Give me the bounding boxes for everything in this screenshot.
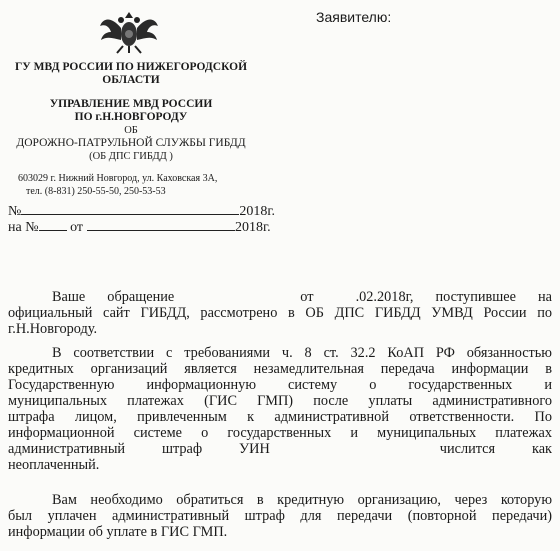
paragraph-line: г.Н.Новгороду. [8,321,98,337]
paragraph-line: информационной системе о государственных и муниципальных платежах [8,425,552,441]
phone-line: тел. (8-831) 250-55-50, 250-53-53 [26,186,166,197]
number-sign: № [8,204,22,219]
dept-name-line3: ОБ [124,125,138,136]
paragraph-line: был уплачен административный штраф для передачи (повторной передачи) [8,508,552,524]
paragraph-legal-basis [8,345,552,473]
paragraph-line: Вам необходимо обратиться в кредитную организацию, через которую [52,492,552,508]
paragraph-line: муниципальных платежах (ГИС ГМП) после уплаты административного [8,393,552,409]
ref-date-blank [87,218,235,231]
number-blank [21,202,239,215]
paragraph-line: информации об уплате в ГИС ГМП. [8,524,228,540]
ref-year: 2018г. [235,220,271,235]
dept-name-line1: УПРАВЛЕНИЕ МВД РОССИИ [49,98,213,110]
dept-name-line4: ДОРОЖНО-ПАТРУЛЬНОЙ СЛУЖБЫ ГИБДД [16,137,246,149]
reference-number-line [8,218,271,236]
ref-prefix: на № [8,220,39,235]
paragraph-line: В соответствии с требованиями ч. 8 ст. 32.2 КоАП РФ обязанностью [52,345,552,361]
paragraph-line: штрафа лицом, привлеченным к административной ответственности. По [8,409,552,425]
paragraph-line: кредитных организаций является незамедлительная передача информации в [8,361,552,377]
paragraph-appeal [8,289,552,337]
paragraph-line: официальный сайт ГИБДД, рассмотрено в ОБ ДПС ГИБДД УМВД России по [8,305,552,321]
ref-from: от [70,220,84,235]
paragraph-line: неоплаченный. [8,457,100,473]
org-name-line2: ОБЛАСТИ [102,74,160,86]
recipient-label: Заявителю: [316,9,392,25]
address-line: 603029 г. Нижний Новгород, ул. Каховская 3А, [18,173,218,184]
paragraph-instruction [8,492,552,540]
dept-name-line2: ПО г.Н.НОВГОРОДУ [74,111,188,123]
number-year: 2018г. [239,204,276,219]
paragraph-line: Государственную информационную систему о государственных и [8,377,552,393]
dept-name-line5: (ОБ ДПС ГИБДД ) [89,151,173,162]
ref-number-blank [39,218,67,231]
double-headed-eagle-emblem [99,6,159,54]
org-name-line1: ГУ МВД РОССИИ ПО НИЖЕГОРОДСКОЙ [14,61,248,73]
paragraph-line: административный штраф УИН числится как [8,441,552,457]
paragraph-line: Ваше обращение от .02.2018г, поступившее на [52,289,552,305]
